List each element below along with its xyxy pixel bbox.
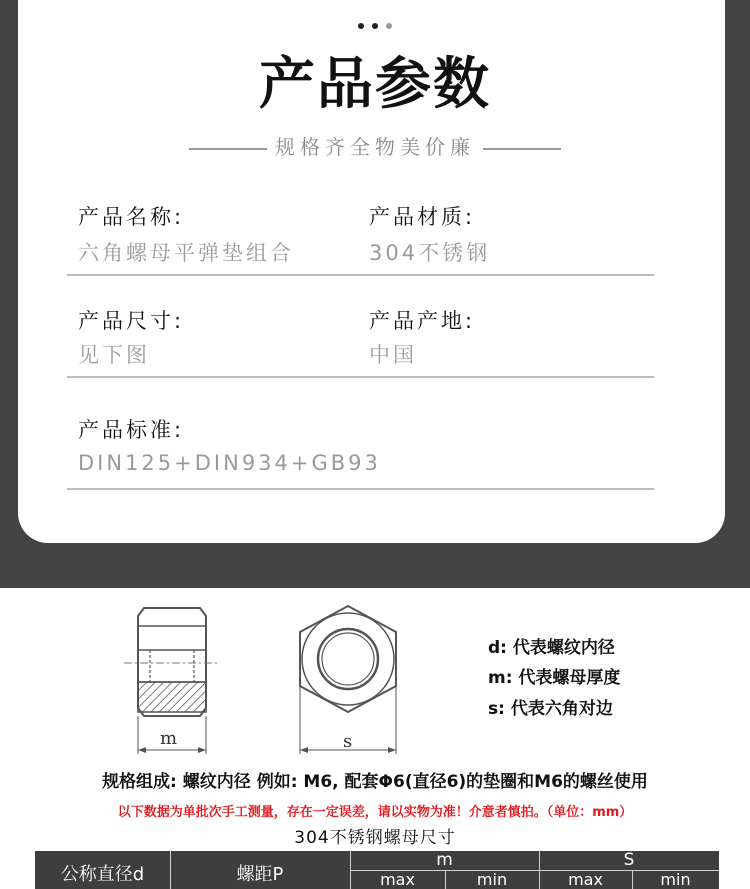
param-value-name: 六角螺母平弹垫组合 bbox=[78, 241, 294, 265]
page-title: 产品参数 bbox=[259, 52, 491, 117]
table-title: 304不锈钢螺母尺寸 bbox=[294, 828, 456, 848]
carousel-dot[interactable] bbox=[386, 23, 392, 29]
param-label-material: 产品材质: bbox=[369, 205, 476, 229]
legend-item-m: m: 代表螺母厚度 bbox=[488, 668, 621, 688]
header-m: m bbox=[436, 850, 453, 870]
carousel-dot[interactable] bbox=[358, 23, 364, 29]
measurement-warning: 以下数据为单批次手工测量，存在一定误差，请以实物为准！介意者慎拍。（单位：mm） bbox=[117, 805, 633, 820]
page-subtitle bbox=[0, 131, 750, 160]
carousel-dots bbox=[0, 14, 750, 33]
param-value-size: 见下图 bbox=[78, 343, 150, 367]
carousel-dot[interactable] bbox=[372, 23, 378, 29]
legend-item-d: d: 代表螺纹内径 bbox=[488, 638, 615, 658]
param-label-size: 产品尺寸: bbox=[78, 309, 185, 333]
header-s: S bbox=[623, 850, 635, 870]
header-m-max: max bbox=[380, 870, 415, 889]
row-divider bbox=[67, 376, 654, 378]
subtitle-text: 规格齐全物美价廉 bbox=[275, 135, 475, 159]
param-value-origin: 中国 bbox=[369, 343, 417, 367]
param-value-standard: DIN125+DIN934+GB93 bbox=[78, 451, 381, 475]
divider-line bbox=[483, 148, 561, 150]
param-label-name: 产品名称: bbox=[78, 205, 185, 229]
dimension-label-m: m bbox=[160, 728, 178, 749]
spec-composition-note: 规格组成: 螺纹内径 例如: M6, 配套Φ6(直径6)的垫圈和M6的螺丝使用 bbox=[102, 772, 648, 792]
row-divider bbox=[67, 488, 654, 490]
nut-top-view-diagram bbox=[290, 598, 420, 758]
divider-line bbox=[189, 148, 267, 150]
param-label-origin: 产品产地: bbox=[369, 309, 476, 333]
header-s-min: min bbox=[660, 870, 691, 889]
row-divider bbox=[67, 274, 654, 276]
header-pitch: 螺距P bbox=[236, 864, 284, 885]
header-m-min: min bbox=[476, 870, 508, 889]
size-table-header bbox=[35, 851, 719, 889]
legend-item-s: s: 代表六角对边 bbox=[488, 699, 613, 719]
dimension-label-s: s bbox=[343, 731, 353, 752]
header-s-max: max bbox=[568, 870, 603, 889]
header-nominal-diameter: 公称直径d bbox=[60, 864, 145, 885]
param-value-material: 304不锈钢 bbox=[369, 241, 491, 265]
param-label-standard: 产品标准: bbox=[78, 418, 185, 442]
